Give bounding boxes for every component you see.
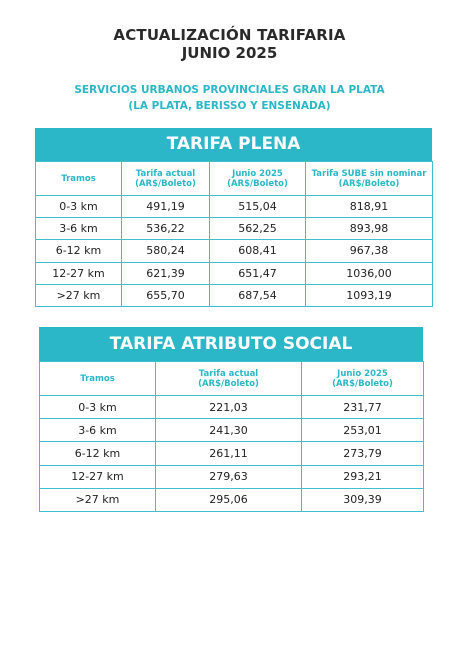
tarifa-plena-price-cell: 536,22	[122, 218, 210, 240]
tarifa-social-row	[40, 465, 424, 488]
tarifa-plena-column-header	[36, 162, 122, 196]
tarifa-plena-column-header	[210, 162, 306, 196]
tarifa-plena-price-cell: 651,47	[210, 262, 306, 284]
tarifa-social-price-cell: 221,03	[156, 396, 302, 419]
tarifa-social-row	[40, 488, 424, 511]
tarifa-social-tramo-cell: 3-6 km	[40, 419, 156, 442]
tarifa-social-tramo-cell: 12-27 km	[40, 465, 156, 488]
tarifa-plena-column-header-line: Tramos	[61, 173, 96, 184]
tarifa-plena-row	[36, 262, 433, 284]
tarifa-social-table	[39, 327, 423, 512]
tarifa-plena-column-header-line: Tarifa SUBE sin nominar	[311, 168, 427, 179]
tarifa-plena-grid	[35, 161, 433, 307]
tarifa-plena-column-header-line: (AR$/Boleto)	[135, 178, 196, 189]
page-subtitle-cities: (LA PLATA, BERISSO Y ENSENADA)	[128, 100, 331, 112]
tarifa-social-price-cell: 261,11	[156, 442, 302, 465]
tarifa-plena-price-cell: 1036,00	[306, 262, 433, 284]
tarifa-social-price-cell: 253,01	[302, 419, 424, 442]
tarifa-social-tramo-cell: 6-12 km	[40, 442, 156, 465]
tarifa-plena-table	[35, 128, 432, 307]
page-title-date: JUNIO 2025	[181, 44, 278, 62]
tarifa-social-column-header-line: (AR$/Boleto)	[198, 378, 259, 389]
tarifa-plena-price-cell: 491,19	[122, 196, 210, 218]
tarifa-plena-price-cell: 1093,19	[306, 284, 433, 306]
tarifa-social-price-cell: 231,77	[302, 396, 424, 419]
tarifa-social-price-cell: 273,79	[302, 442, 424, 465]
tarifa-social-tramo-cell: 0-3 km	[40, 396, 156, 419]
tarifa-plena-price-cell: 515,04	[210, 196, 306, 218]
tarifa-social-price-cell: 293,21	[302, 465, 424, 488]
tarifa-plena-column-header-line: (AR$/Boleto)	[227, 178, 288, 189]
tarifa-social-price-cell: 279,63	[156, 465, 302, 488]
tarifa-social-column-header-line: Tramos	[80, 373, 115, 384]
tarifa-plena-column-header	[122, 162, 210, 196]
tarifa-plena-tramo-cell: >27 km	[36, 284, 122, 306]
tarifa-social-grid	[39, 361, 424, 512]
tarifa-social-column-header-line: Junio 2025	[337, 368, 388, 379]
tarifa-social-tramo-cell: >27 km	[40, 488, 156, 511]
tarifa-social-price-cell: 295,06	[156, 488, 302, 511]
tarifa-plena-price-cell: 621,39	[122, 262, 210, 284]
tarifa-social-column-header-line: (AR$/Boleto)	[332, 378, 393, 389]
tarifa-plena-price-cell: 967,38	[306, 240, 433, 262]
tarifa-plena-price-cell: 818,91	[306, 196, 433, 218]
tarifa-plena-title: TARIFA PLENA	[35, 128, 432, 161]
tarifa-social-column-header-line: Tarifa actual	[198, 368, 259, 379]
tarifa-social-price-cell: 241,30	[156, 419, 302, 442]
tarifa-social-header-row	[40, 362, 424, 396]
tarifa-social-row	[40, 442, 424, 465]
tarifa-plena-price-cell: 580,24	[122, 240, 210, 262]
tarifa-plena-price-cell: 893,98	[306, 218, 433, 240]
tarifa-social-row	[40, 396, 424, 419]
tarifa-plena-tramo-cell: 0-3 km	[36, 196, 122, 218]
tarifa-plena-column-header-line: (AR$/Boleto)	[338, 178, 400, 189]
tarifa-social-column-header	[156, 362, 302, 396]
tarifa-plena-price-cell: 608,41	[210, 240, 306, 262]
tarifa-plena-tramo-cell: 6-12 km	[36, 240, 122, 262]
tarifa-plena-row	[36, 218, 433, 240]
tarifa-social-column-header	[302, 362, 424, 396]
tarifa-plena-column-header	[306, 162, 433, 196]
tarifa-plena-column-header-line: Tarifa actual	[135, 168, 196, 179]
tarifa-social-column-header	[40, 362, 156, 396]
page-subtitle: SERVICIOS URBANOS PROVINCIALES GRAN LA PLATA	[74, 84, 385, 96]
tarifa-plena-price-cell: 687,54	[210, 284, 306, 306]
tarifa-plena-row	[36, 196, 433, 218]
tarifa-plena-price-cell: 655,70	[122, 284, 210, 306]
tarifa-plena-price-cell: 562,25	[210, 218, 306, 240]
tarifa-plena-header-row	[36, 162, 433, 196]
tarifa-plena-tramo-cell: 3-6 km	[36, 218, 122, 240]
tarifa-social-price-cell: 309,39	[302, 488, 424, 511]
tarifa-plena-row	[36, 284, 433, 306]
tarifa-plena-tramo-cell: 12-27 km	[36, 262, 122, 284]
tarifa-social-row	[40, 419, 424, 442]
tarifa-plena-column-header-line: Junio 2025	[232, 168, 283, 179]
tarifa-social-title: TARIFA ATRIBUTO SOCIAL	[39, 327, 423, 361]
page-title: ACTUALIZACIÓN TARIFARIA	[113, 26, 346, 44]
tarifa-plena-row	[36, 240, 433, 262]
